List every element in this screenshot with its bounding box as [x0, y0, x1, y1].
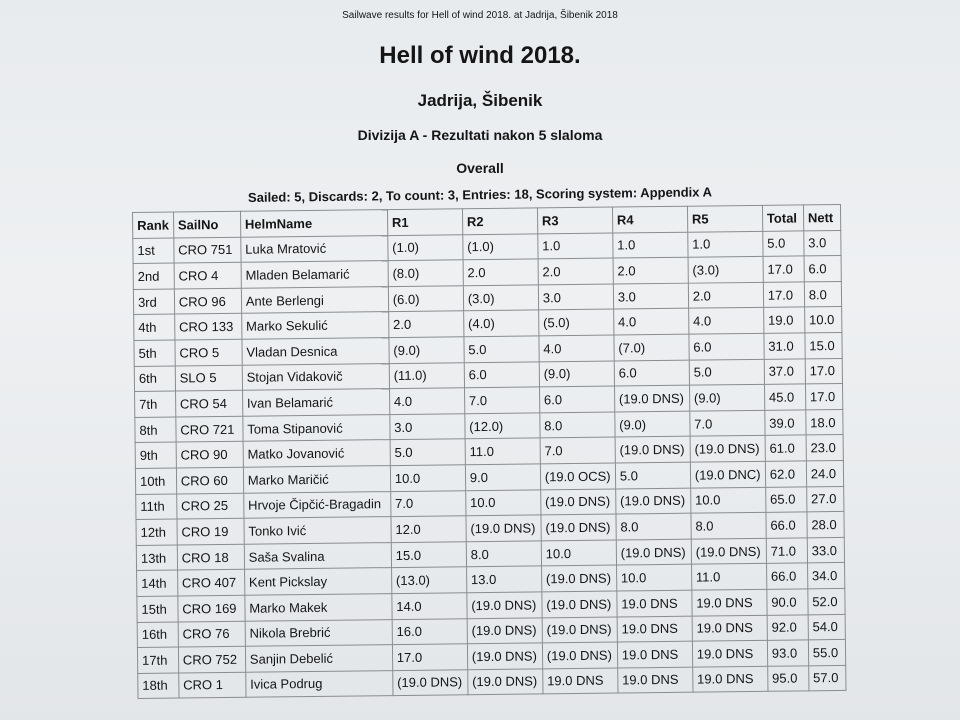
cell-nett: 6.0: [804, 256, 841, 282]
cell-helm-name: Nikola Brebrić: [245, 619, 392, 646]
cell-r4: 3.0: [613, 283, 688, 309]
results-body: [133, 230, 846, 699]
cell-r1: 10.0: [390, 465, 465, 491]
cell-sail-no: CRO 407: [177, 570, 244, 596]
cell-r1: 14.0: [392, 593, 467, 619]
cell-helm-name: Ivan Belamarić: [242, 389, 389, 416]
cell-r3: 4.0: [539, 335, 614, 361]
cell-total: 95.0: [767, 666, 808, 692]
cell-r3: (19.0 DNS): [542, 591, 617, 617]
cell-r5: (19.0 DNS): [690, 436, 765, 462]
cell-helm-name: Mladen Belamarić: [241, 261, 388, 288]
cell-total: 90.0: [767, 589, 808, 615]
cell-r4: 8.0: [616, 513, 691, 539]
cell-r5: 19.0 DNS: [692, 589, 767, 615]
cell-helm-name: Tonko Ivić: [244, 517, 391, 544]
cell-helm-name: Sanjin Debelić: [245, 645, 392, 672]
cell-r5: (9.0): [689, 384, 764, 410]
cell-nett: 55.0: [808, 640, 845, 666]
column-header-nett: Nett: [803, 204, 840, 230]
cell-r5: 2.0: [688, 282, 763, 308]
cell-sail-no: CRO 90: [176, 442, 243, 468]
cell-total: 37.0: [764, 358, 805, 384]
cell-r1: (8.0): [388, 260, 463, 286]
column-header-rank: Rank: [133, 212, 174, 238]
results-table: [132, 204, 846, 699]
cell-rank: 3rd: [133, 289, 174, 315]
page-title: Hell of wind 2018.: [379, 42, 581, 69]
cell-r2: (19.0 DNS): [467, 617, 542, 643]
cell-sail-no: CRO 76: [178, 621, 245, 647]
cell-r4: 19.0 DNS: [617, 590, 692, 616]
cell-r2: 10.0: [465, 489, 540, 515]
cell-helm-name: Marko Makek: [245, 593, 392, 620]
column-header-r5: R5: [687, 205, 762, 231]
cell-r4: 5.0: [615, 462, 690, 488]
cell-sail-no: CRO 18: [177, 544, 244, 570]
cell-r3: (19.0 DNS): [541, 514, 616, 540]
cell-r1: (19.0 DNS): [393, 669, 468, 695]
cell-total: 61.0: [765, 435, 806, 461]
cell-r2: 5.0: [464, 336, 539, 362]
cell-sail-no: CRO 4: [174, 262, 241, 288]
cell-total: 65.0: [765, 486, 806, 512]
cell-rank: 13th: [136, 545, 177, 571]
cell-helm-name: Saša Svalina: [244, 542, 391, 569]
cell-sail-no: SLO 5: [175, 365, 242, 391]
cell-r5: 5.0: [689, 359, 764, 385]
cell-total: 66.0: [766, 563, 807, 589]
cell-nett: 33.0: [807, 537, 844, 563]
cell-r3: (5.0): [538, 309, 613, 335]
column-header-helm-name: HelmName: [240, 210, 387, 237]
cell-r3: (19.0 DNS): [541, 565, 616, 591]
cell-r5: 7.0: [690, 410, 765, 436]
cell-nett: 52.0: [808, 588, 845, 614]
column-header-sail-no: SailNo: [173, 211, 240, 237]
cell-total: 5.0: [763, 230, 804, 256]
cell-r2: (19.0 DNS): [467, 643, 542, 669]
cell-nett: 54.0: [808, 614, 845, 640]
cell-r4: (19.0 DNS): [616, 539, 691, 565]
cell-total: 31.0: [764, 333, 805, 359]
cell-nett: 27.0: [806, 486, 843, 512]
cell-r4: 19.0 DNS: [617, 616, 692, 642]
cell-r2: (12.0): [465, 413, 540, 439]
cell-r5: (3.0): [688, 257, 763, 283]
cell-rank: 6th: [134, 366, 175, 392]
column-header-total: Total: [762, 205, 803, 231]
cell-r3: 2.0: [538, 258, 613, 284]
cell-rank: 7th: [135, 391, 176, 417]
cell-rank: 17th: [137, 647, 178, 673]
cell-helm-name: Stojan Vidakovič: [242, 363, 389, 390]
cell-rank: 12th: [136, 519, 177, 545]
cell-rank: 5th: [134, 340, 175, 366]
cell-r4: 19.0 DNS: [617, 667, 692, 693]
cell-total: 45.0: [764, 384, 805, 410]
cell-r4: (19.0 DNS): [614, 385, 689, 411]
cell-r5: 11.0: [691, 564, 766, 590]
cell-nett: 18.0: [806, 409, 843, 435]
cell-r4: (19.0 DNS): [615, 488, 690, 514]
cell-r4: (19.0 DNS): [615, 437, 690, 463]
cell-r1: (11.0): [389, 362, 464, 388]
cell-r1: 4.0: [389, 388, 464, 414]
cell-total: 19.0: [763, 307, 804, 333]
cell-r2: (19.0 DNS): [468, 669, 543, 695]
cell-r4: 6.0: [614, 360, 689, 386]
cell-r2: 2.0: [463, 259, 538, 285]
cell-r2: (19.0 DNS): [466, 515, 541, 541]
results-table-wrap: [132, 204, 846, 699]
cell-r5: 19.0 DNS: [692, 615, 767, 641]
cell-nett: 15.0: [805, 332, 842, 358]
cell-r5: 1.0: [688, 231, 763, 257]
cell-rank: 1st: [133, 238, 174, 264]
cell-nett: 34.0: [807, 563, 844, 589]
cell-r1: (1.0): [388, 234, 463, 260]
column-header-r3: R3: [537, 207, 612, 233]
cell-r4: (9.0): [615, 411, 690, 437]
cell-helm-name: Marko Maričić: [243, 466, 390, 493]
cell-nett: 28.0: [807, 512, 844, 538]
cell-nett: 8.0: [804, 281, 841, 307]
cell-helm-name: Ivica Podrug: [246, 670, 393, 697]
cell-r3: 6.0: [539, 386, 614, 412]
cell-helm-name: Toma Stipanović: [243, 414, 390, 441]
page-header-line: Sailwave results for Hell of wind 2018. at Jadrija, Šibenik 2018: [342, 10, 618, 21]
cell-rank: 4th: [134, 314, 175, 340]
cell-nett: 57.0: [808, 665, 845, 691]
cell-sail-no: CRO 60: [176, 467, 243, 493]
cell-r2: (3.0): [463, 285, 538, 311]
cell-r3: 19.0 DNS: [543, 668, 618, 694]
cell-r2: 6.0: [464, 361, 539, 387]
cell-r1: (9.0): [389, 337, 464, 363]
cell-total: 93.0: [767, 640, 808, 666]
cell-total: 17.0: [763, 282, 804, 308]
cell-sail-no: CRO 19: [177, 518, 244, 544]
cell-r2: (4.0): [463, 310, 538, 336]
cell-nett: 3.0: [804, 230, 841, 256]
cell-r1: 16.0: [392, 618, 467, 644]
cell-helm-name: Luka Mratović: [241, 235, 388, 262]
cell-rank: 9th: [135, 442, 176, 468]
cell-rank: 18th: [138, 673, 179, 699]
cell-total: 71.0: [766, 538, 807, 564]
cell-sail-no: CRO 169: [178, 595, 245, 621]
cell-rank: 15th: [137, 596, 178, 622]
cell-r2: 7.0: [464, 387, 539, 413]
cell-r3: 8.0: [540, 412, 615, 438]
cell-total: 39.0: [765, 410, 806, 436]
cell-rank: 10th: [135, 468, 176, 494]
cell-r3: 7.0: [540, 437, 615, 463]
cell-r2: 11.0: [465, 438, 540, 464]
cell-r1: 12.0: [391, 516, 466, 542]
cell-r3: (19.0 DNS): [540, 489, 615, 515]
cell-r5: 4.0: [688, 308, 763, 334]
cell-r1: 2.0: [388, 311, 463, 337]
cell-r5: 19.0 DNS: [692, 666, 767, 692]
cell-r2: (19.0 DNS): [467, 592, 542, 618]
cell-r3: (9.0): [539, 361, 614, 387]
cell-r3: (19.0 DNS): [542, 642, 617, 668]
cell-r1: 7.0: [390, 490, 465, 516]
cell-helm-name: Vladan Desnica: [242, 338, 389, 365]
cell-r1: 17.0: [392, 644, 467, 670]
summary-line: Sailed: 5, Discards: 2, To count: 3, Entries: 18, Scoring system: Appendix A: [247, 184, 713, 205]
cell-helm-name: Hrvoje Čipčić-Bragadin: [243, 491, 390, 518]
cell-nett: 24.0: [806, 460, 843, 486]
cell-r4: 2.0: [613, 257, 688, 283]
cell-r3: (19.0 OCS): [540, 463, 615, 489]
cell-rank: 14th: [137, 570, 178, 596]
cell-r5: 6.0: [689, 333, 764, 359]
cell-nett: 23.0: [806, 435, 843, 461]
division-heading: Divizija A - Rezultati nakon 5 slaloma: [357, 127, 603, 143]
column-header-r1: R1: [387, 209, 462, 235]
cell-r4: 19.0 DNS: [617, 641, 692, 667]
cell-sail-no: CRO 752: [178, 646, 245, 672]
cell-r4: 4.0: [613, 309, 688, 335]
cell-total: 17.0: [763, 256, 804, 282]
cell-sail-no: CRO 5: [175, 339, 242, 365]
cell-nett: 17.0: [805, 384, 842, 410]
cell-total: 66.0: [766, 512, 807, 538]
cell-r3: 3.0: [538, 284, 613, 310]
cell-r2: 13.0: [466, 566, 541, 592]
cell-r4: 1.0: [613, 232, 688, 258]
cell-sail-no: CRO 25: [176, 493, 243, 519]
cell-r2: (1.0): [463, 233, 538, 259]
cell-r5: (19.0 DNC): [690, 461, 765, 487]
cell-r3: (19.0 DNS): [542, 617, 617, 643]
cell-nett: 10.0: [804, 307, 841, 333]
cell-r3: 1.0: [538, 233, 613, 259]
cell-r5: (19.0 DNS): [691, 538, 766, 564]
cell-r1: 15.0: [391, 541, 466, 567]
cell-helm-name: Kent Pickslay: [244, 568, 391, 595]
cell-sail-no: CRO 96: [174, 288, 241, 314]
cell-r1: 3.0: [390, 413, 465, 439]
cell-r2: 9.0: [465, 464, 540, 490]
page-subtitle: Jadrija, Šibenik: [417, 91, 543, 110]
cell-r3: 10.0: [541, 540, 616, 566]
cell-r5: 19.0 DNS: [692, 640, 767, 666]
cell-r1: (13.0): [391, 567, 466, 593]
cell-nett: 17.0: [805, 358, 842, 384]
cell-total: 62.0: [765, 461, 806, 487]
cell-rank: 16th: [137, 622, 178, 648]
overall-heading: Overall: [456, 160, 504, 176]
cell-sail-no: CRO 1: [179, 672, 246, 698]
cell-r5: 8.0: [691, 512, 766, 538]
cell-helm-name: Marko Sekulić: [241, 312, 388, 339]
cell-rank: 11th: [136, 494, 177, 520]
cell-sail-no: CRO 751: [174, 237, 241, 263]
cell-sail-no: CRO 721: [176, 416, 243, 442]
cell-helm-name: Ante Berlengi: [241, 286, 388, 313]
cell-helm-name: Matko Jovanović: [243, 440, 390, 467]
column-header-r2: R2: [462, 208, 537, 234]
cell-r4: (7.0): [614, 334, 689, 360]
cell-r1: 5.0: [390, 439, 465, 465]
cell-total: 92.0: [767, 614, 808, 640]
cell-rank: 2nd: [133, 263, 174, 289]
column-header-r4: R4: [612, 206, 687, 232]
cell-rank: 8th: [135, 417, 176, 443]
cell-r4: 10.0: [616, 564, 691, 590]
cell-r2: 8.0: [466, 541, 541, 567]
cell-r5: 10.0: [690, 487, 765, 513]
cell-sail-no: CRO 54: [175, 390, 242, 416]
cell-sail-no: CRO 133: [174, 314, 241, 340]
cell-r1: (6.0): [388, 286, 463, 312]
